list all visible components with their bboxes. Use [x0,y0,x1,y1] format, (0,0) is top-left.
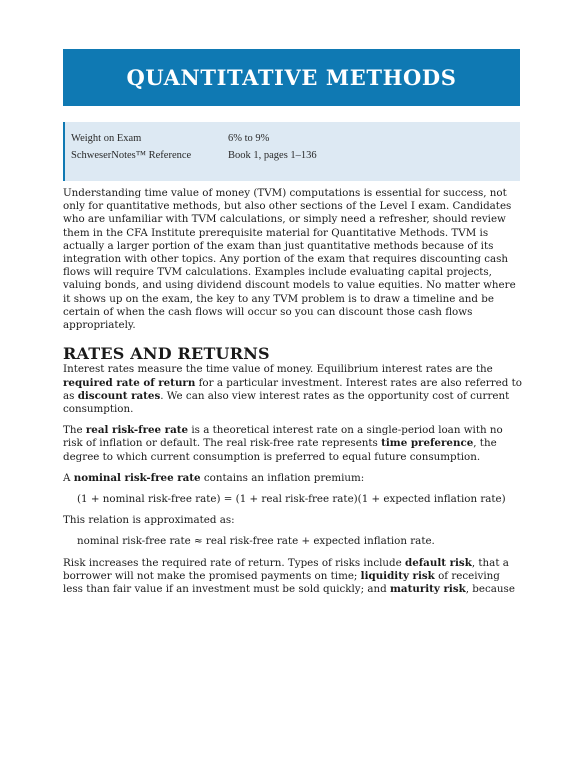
term-default-risk: default risk [405,556,472,569]
text-run: contains an inflation premium: [200,471,365,484]
term-discount-rates: discount rates [77,389,161,402]
text-run: Interest rates measure the time value of money. Equilibrium interest rates are the [63,363,493,376]
term-maturity-risk: maturity risk [390,583,466,596]
text-run: The [63,424,86,437]
page-title: QUANTITATIVE METHODS [126,65,457,90]
paragraph-nominal-rate [63,472,523,485]
paragraph-risk [63,557,523,597]
intro-paragraph: Understanding time value of money (TVM) computations is essential for success, not only for quantitative methods, but also other sections of the Level I exam. Candidates who are unfamiliar with TVM calculations, or simply need a refresher, should review them in the CFA Institute prerequisite material for Quantitative Methods. TVM is actually a larger portion of the exam than just quantitative methods because of its integration with other topics. Any portion of the exam that requires discounting cash flows will require TVM calculations. Examples include evaluating capital projects, valuing bonds, and using dividend discount models to value equities. No matter where it shows up on the exam, the key to any TVM problem is to draw a timeline and be certain of when the cash flows will occur so you can discount those cash flows appropriately. [63,187,516,332]
text-run: Risk increases the required rate of return. Types of risks include [63,556,405,569]
text-run: . We can also view interest rates as the opportunity cost of current consumption. [63,389,510,416]
section-heading: RATES AND RETURNS [63,344,270,364]
term-time-preference: time preference [381,437,474,450]
text-run: , the degree to which current consumption is preferred to equal future consumption. [63,437,497,463]
info-value: Book 1, pages 1–136 [228,150,317,161]
text-run: for a particular investment. Interest rates are also referred to as [63,376,522,402]
term-real-risk-free-rate: real risk-free rate [85,424,189,437]
paragraph-real-rate [63,424,523,464]
info-label: Weight on Exam [71,133,142,144]
text-run: A [63,471,74,484]
info-value: 6% to 9% [228,133,270,144]
text-run: of receiving less than fair value if an investment must be sold quickly; and [63,569,500,596]
term-nominal-risk-free-rate: nominal risk-free rate [73,471,201,484]
term-required-rate: required rate of return [63,376,196,389]
equation-approximate: nominal risk-free rate ≈ real risk-free rate + expected inflation rate. [77,535,435,548]
term-liquidity-risk: liquidity risk [360,569,435,582]
exam-info-box [63,122,520,181]
equation-exact: (1 + nominal risk-free rate) = (1 + real risk-free rate)(1 + expected inflation rate) [77,493,506,506]
text-run: , because [465,583,515,596]
text-run: is a theoretical interest rate on a single-period loan with no risk of inflation or default. The real risk-free rate represents [63,424,503,450]
paragraph-interest-rates [63,363,523,416]
info-row-weight [71,133,270,144]
title-banner [63,49,520,106]
paragraph-approximation: This relation is approximated as: [63,514,235,527]
info-label: SchweserNotes™ Reference [71,150,192,161]
info-row-reference [71,150,317,161]
text-run: , that a borrower will not make the promised payments on time; [63,556,509,582]
document-body [63,187,523,604]
